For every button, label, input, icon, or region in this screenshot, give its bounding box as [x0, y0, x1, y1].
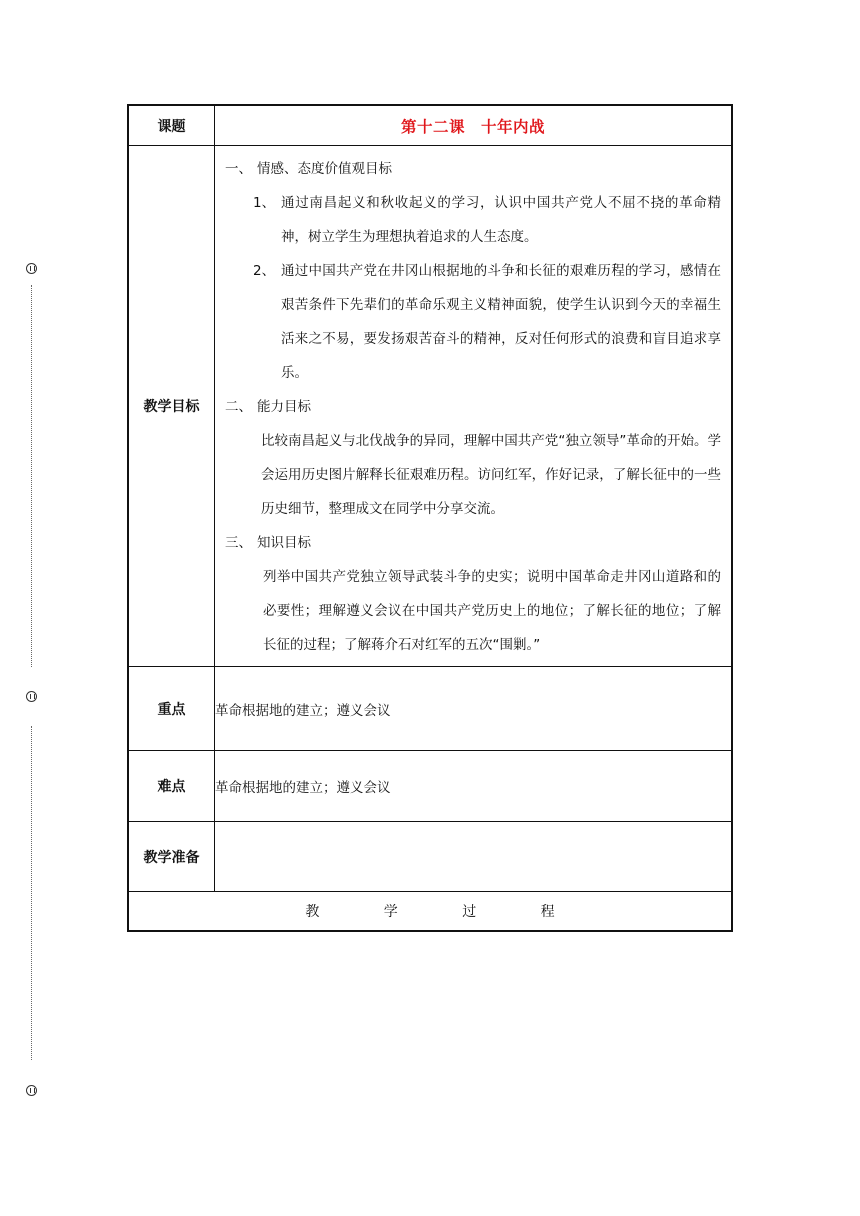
- process-char: 学: [383, 904, 398, 920]
- section-title: 情感、态度价值观目标: [257, 161, 392, 177]
- item-text: 通过南昌起义和秋收起义的学习，认识中国共产党人不屈不挠的革命精神，树立学生为理想执着追求的人生态度。: [281, 195, 721, 245]
- key-points-row: [128, 667, 732, 751]
- lesson-title: 第十二课 十年内战: [215, 105, 733, 146]
- item-number: 1、: [253, 195, 276, 211]
- difficulties-content: 革命根据地的建立；遵义会议: [215, 751, 733, 822]
- section-paragraph: 列举中国共产党独立领导武装斗争的史实；说明中国革命走井冈山道路和的必要性；理解遵义会议在中国共产党历史上的地位；了解长征的地位；了解长征的过程；了解蒋介石对红军的五次“围剿。”: [263, 569, 721, 653]
- process-char: 程: [540, 904, 555, 920]
- section-title: 知识目标: [257, 535, 311, 551]
- key-points-label: 重点: [128, 667, 215, 751]
- goals-label: 教学目标: [128, 146, 215, 667]
- goals-content: [215, 146, 733, 667]
- binding-circle-icon: [26, 1085, 37, 1096]
- lesson-plan-table: [127, 104, 733, 932]
- process-char: 过: [462, 904, 477, 920]
- section-heading: [225, 152, 721, 186]
- binding-dotted-line: [31, 285, 32, 667]
- binding-circle-icon: [26, 263, 37, 274]
- binding-circle-icon: [26, 691, 37, 702]
- goal-item: [225, 186, 721, 254]
- preparation-row: [128, 822, 732, 892]
- section-number: 二、: [225, 399, 252, 415]
- title-row: [128, 105, 732, 146]
- section-heading: [225, 526, 721, 560]
- item-number: 2、: [253, 263, 276, 279]
- section-title: 能力目标: [257, 399, 311, 415]
- section-heading: [225, 390, 721, 424]
- title-label: 课题: [128, 105, 215, 146]
- section-number: 三、: [225, 535, 252, 551]
- difficulties-row: [128, 751, 732, 822]
- difficulties-label: 难点: [128, 751, 215, 822]
- section-number: 一、: [225, 161, 252, 177]
- key-points-content: 革命根据地的建立；遵义会议: [215, 667, 733, 751]
- preparation-content: [215, 822, 733, 892]
- process-row: [128, 892, 732, 932]
- goals-row: [128, 146, 732, 667]
- process-heading: [128, 892, 732, 932]
- binding-dotted-line: [31, 726, 32, 1060]
- process-char: 教: [305, 904, 320, 920]
- preparation-label: 教学准备: [128, 822, 215, 892]
- item-text: 通过中国共产党在井冈山根据地的斗争和长征的艰难历程的学习，感情在艰苦条件下先辈们的革命乐观主义精神面貌，使学生认识到今天的幸福生活来之不易，要发扬艰苦奋斗的精神，反对任何形式的浪费和盲目追求享乐。: [281, 263, 721, 381]
- goal-item: [225, 254, 721, 390]
- section-paragraph: 比较南昌起义与北伐战争的异同，理解中国共产党“独立领导”革命的开始。学会运用历史图片解释长征艰难历程。访问红军，作好记录，了解长征中的一些历史细节，整理成文在同学中分享交流。: [261, 433, 721, 517]
